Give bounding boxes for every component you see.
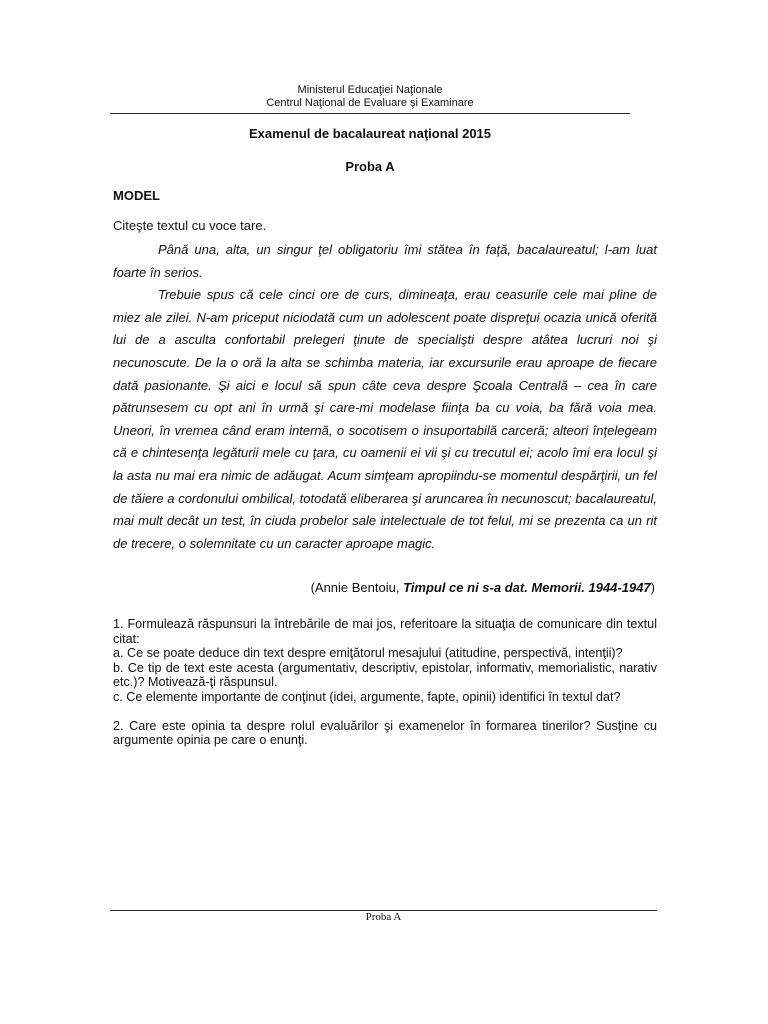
header-divider: [110, 113, 630, 114]
page-header: [110, 84, 630, 110]
exam-title: Examenul de bacalaureat naţional 2015: [248, 126, 492, 141]
center-name: Centrul Naţional de Evaluare şi Examinare: [266, 97, 474, 109]
question-1c: c. Ce elemente importante de conţinut (idei, argumente, fapte, opinii) identifici în textul dat?: [113, 689, 621, 704]
citation-book-title: Timpul ce ni s-a dat. Memorii. 1944-1947: [403, 580, 651, 595]
question-2: 2. Care este opinia ta despre rolul evaluărilor şi examenelor în formarea tinerilor? Susţine cu argumente opinia pe care o enunţi.: [113, 718, 657, 748]
passage-paragraph-1: Până una, alta, un singur ţel obligatoriu îmi stătea în faţă, bacalaureatul; l-am luat foarte în serios.: [113, 242, 657, 280]
question-1b: b. Ce tip de text este acesta (argumentativ, descriptiv, epistolar, informativ, memorialistic, narativ etc.)? Motivează-ţi răspunsul.: [113, 660, 657, 690]
questions-section: [113, 617, 657, 748]
model-label: MODEL: [113, 188, 160, 203]
question-1a: a. Ce se poate deduce din text despre emiţătorul mesajului (atitudine, perspectivă, intenţii)?: [113, 646, 623, 661]
question-1-intro: 1. Formulează răspunsuri la întrebările de mai jos, referitoare la situaţia de comunicare din textul citat:: [113, 617, 657, 646]
passage-paragraph-2: Trebuie spus că cele cinci ore de curs, dimineaţa, erau ceasurile cele mai pline de miez ale zilei. N-am priceput niciodată cum un adolescent poate dispreţui ocazia unică oferită lui de a asculta confortabil prelegeri ţinute de specialişti despre atâtea lucruri noi şi necunoscute. De la o oră la alta se schimba materia, iar excursurile erau aproape de fiecare dată pasionante. Şi aici e locul să spun câte ceva despre Şcoala Centrală – cea în care pătrunsesem cu opt ani în urmă şi care-mi modelase fiinţa ba cu voia, ba fără voia mea. Uneori, în vremea când eram internă, o socotisem o insuportabilă carceră; alteori înţelegeam că e chintesenţa legăturii mele cu ţara, cu oamenii ei vii şi cu trecutul ei; acolo îmi era locul şi la asta nu mai era nimic de adăugat. Acum simţeam apropiindu-se momentul despărţirii, un fel de tăiere a cordonului ombilical, totodată eliberarea şi aruncarea în necunoscut; bacalaureatul, mai mult decât un test, în ciuda probelor sale intelectuale de tot felul, mi se prezenta ca un rit de trecere, o solemnitate cu un caracter aproape magic.: [113, 287, 657, 551]
reading-instruction: Citeşte textul cu voce tare.: [113, 218, 267, 233]
citation-suffix: ): [650, 580, 655, 595]
ministry-name: Ministerul Educaţiei Naţionale: [297, 84, 443, 96]
citation-author: (Annie Bentoiu,: [310, 580, 404, 595]
question-spacer: [113, 705, 657, 719]
reading-passage: [113, 239, 657, 555]
passage-citation: [113, 580, 655, 595]
proba-title: Proba A: [345, 159, 395, 174]
footer-label: Proba A: [365, 911, 402, 923]
